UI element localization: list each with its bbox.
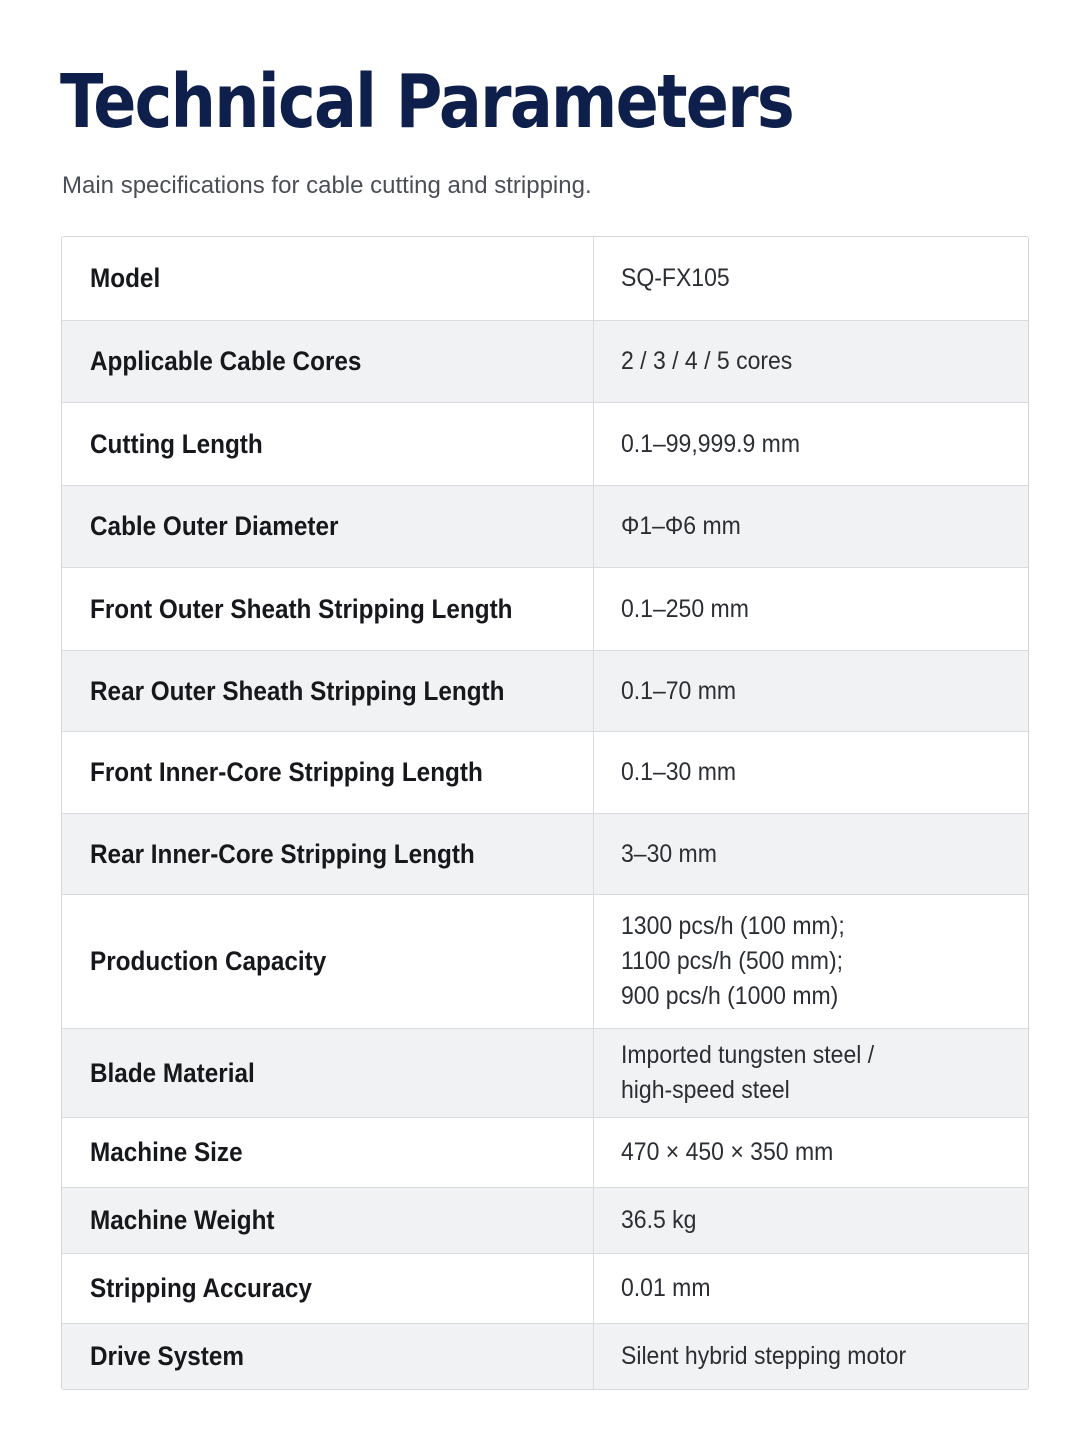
spec-row-outer-diameter [62, 485, 1028, 567]
spec-row-rear-inner-core [62, 813, 1028, 894]
spec-value: 36.5 kg [621, 1206, 697, 1234]
spec-value-cell [594, 568, 1028, 650]
spec-value: 0.1–250 mm [621, 594, 749, 623]
spec-table [61, 236, 1029, 1390]
spec-label-cell [62, 814, 594, 894]
spec-label-cell [62, 1324, 594, 1389]
spec-value: 0.1–30 mm [621, 758, 737, 786]
spec-row-machine-size [62, 1117, 1028, 1187]
spec-label: Front Outer Sheath Stripping Length [90, 593, 513, 624]
spec-row-machine-weight [62, 1187, 1028, 1253]
spec-label-cell [62, 1254, 594, 1323]
spec-value: Φ1–Φ6 mm [621, 512, 741, 540]
spec-value-cell [594, 1029, 1028, 1117]
spec-label: Model [90, 263, 161, 293]
spec-row-blade-material [62, 1028, 1028, 1117]
spec-label-cell [62, 1029, 594, 1117]
spec-label: Drive System [90, 1341, 244, 1371]
spec-label-cell [62, 895, 594, 1028]
spec-row-front-outer-sheath [62, 567, 1028, 650]
spec-label: Production Capacity [90, 946, 327, 976]
spec-value-cell [594, 814, 1028, 894]
spec-value-cell [594, 1188, 1028, 1253]
spec-row-rear-outer-sheath [62, 650, 1028, 731]
spec-value-cell [594, 651, 1028, 731]
spec-value-cell [594, 1118, 1028, 1187]
spec-value: 3–30 mm [621, 839, 717, 868]
spec-label: Cutting Length [90, 428, 263, 459]
spec-value: 0.1–99,999.9 mm [621, 429, 801, 458]
spec-value-cell [594, 1254, 1028, 1323]
spec-value: 2 / 3 / 4 / 5 cores [621, 347, 793, 375]
spec-label: Machine Size [90, 1137, 243, 1167]
spec-label: Blade Material [90, 1057, 255, 1088]
spec-row-cutting-length [62, 402, 1028, 485]
spec-row-model [62, 237, 1028, 320]
spec-value-cell [594, 237, 1028, 320]
spec-value: 1300 pcs/h (100 mm); 1100 pcs/h (500 mm); 900 pcs/h (1000 mm) [621, 912, 845, 1010]
spec-label: Rear Outer Sheath Stripping Length [90, 675, 505, 706]
spec-label-cell [62, 568, 594, 650]
spec-label: Rear Inner-Core Stripping Length [90, 838, 475, 869]
spec-value: 470 × 450 × 350 mm [621, 1138, 834, 1166]
spec-row-cable-cores [62, 320, 1028, 402]
spec-label: Front Inner-Core Stripping Length [90, 757, 483, 787]
spec-value: SQ-FX105 [621, 264, 730, 292]
page-subtitle: Main specifications for cable cutting and stripping. [62, 172, 592, 199]
spec-label: Cable Outer Diameter [90, 511, 339, 541]
spec-label-cell [62, 651, 594, 731]
spec-row-drive-system [62, 1323, 1028, 1389]
spec-value: 0.1–70 mm [621, 676, 737, 705]
spec-label: Applicable Cable Cores [90, 346, 362, 376]
spec-label: Machine Weight [90, 1205, 275, 1235]
spec-value-cell [594, 732, 1028, 813]
spec-value: 0.01 mm [621, 1274, 711, 1302]
spec-value-cell [594, 486, 1028, 567]
spec-label-cell [62, 486, 594, 567]
spec-value-cell [594, 403, 1028, 485]
spec-row-production-capacity [62, 894, 1028, 1028]
spec-label-cell [62, 321, 594, 402]
spec-value: Silent hybrid stepping motor [621, 1342, 907, 1370]
spec-label-cell [62, 237, 594, 320]
spec-row-stripping-accuracy [62, 1253, 1028, 1323]
spec-value-cell [594, 895, 1028, 1028]
spec-value-cell [594, 1324, 1028, 1389]
spec-label-cell [62, 1188, 594, 1253]
spec-label-cell [62, 403, 594, 485]
spec-label: Stripping Accuracy [90, 1273, 312, 1303]
spec-row-front-inner-core [62, 731, 1028, 813]
page-title: Technical Parameters [60, 59, 794, 145]
spec-label-cell [62, 1118, 594, 1187]
spec-label-cell [62, 732, 594, 813]
spec-value-cell [594, 321, 1028, 402]
spec-value: Imported tungsten steel / high-speed steel [621, 1041, 875, 1104]
